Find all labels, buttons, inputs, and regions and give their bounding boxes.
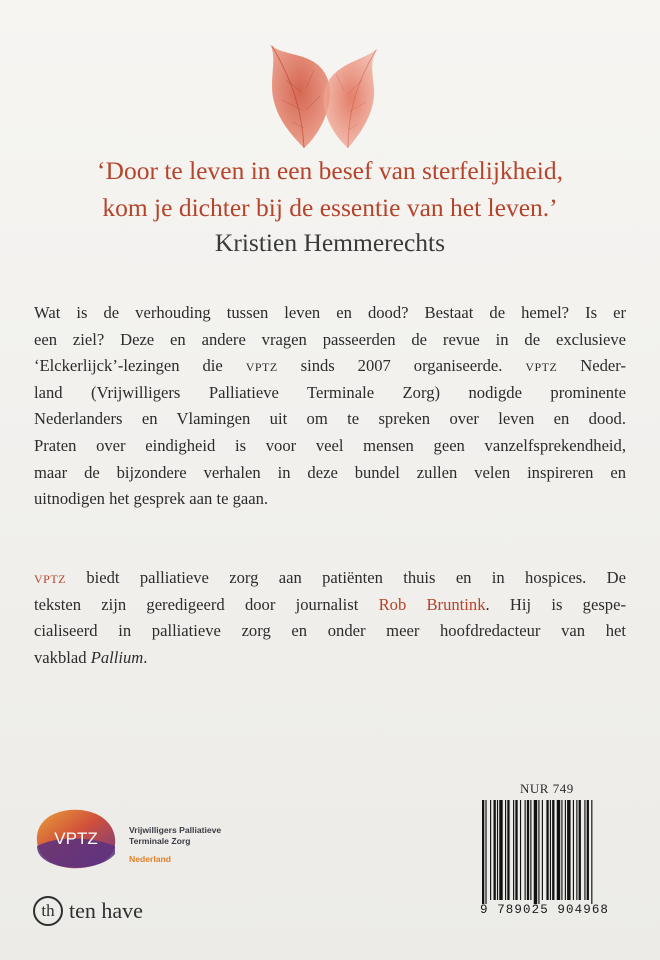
blurb-paragraph-2: [34, 565, 626, 671]
barcode-bar: [513, 800, 514, 900]
barcode-bar: [587, 800, 589, 900]
isbn-barcode: [480, 800, 632, 904]
barcode-bar: [482, 800, 484, 904]
barcode-bar: [527, 800, 529, 900]
barcode-bar: [515, 800, 517, 900]
text-line: Praten over eindigheid is voor veel mensen geen vanzelfsprekendheid,: [34, 435, 626, 455]
text-line: cialiseerd in palliatieve zorg en onder meer hoofdredacteur van het: [34, 621, 626, 641]
barcode-bar: [505, 800, 506, 900]
publisher-name: ten have: [69, 898, 143, 923]
barcode-bar: [497, 800, 498, 900]
barcode-bar: [550, 800, 551, 900]
vptz-region: Nederland: [129, 854, 172, 864]
nur-code: NUR 749: [520, 781, 574, 796]
isbn-digits: 9 789025 904968: [480, 903, 610, 917]
text-line: uitnodigen het gesprek aan te gaan.: [34, 489, 269, 509]
text-line: vptz biedt palliatieve zorg aan patiënten thuis en in hospices. De: [34, 568, 626, 587]
barcode-bar: [565, 800, 566, 900]
barcode-bar: [494, 800, 496, 900]
vptz-mention: vptz: [245, 356, 278, 376]
barcode-bar: [542, 800, 543, 900]
text-line: Nederlanders en Vlamingen uit om te spreken over leven en dood.: [34, 409, 626, 429]
text-line: teksten zijn geredigeerd door journalist Rob Bruntink. Hij is gespe-: [34, 594, 626, 614]
barcode-bar: [557, 800, 560, 900]
text-line: een ziel? Deze en andere vragen passeerden de revue in de exclusieve: [34, 329, 626, 349]
text-line: land (Vrijwilligers Palliatieve Terminale Zorg) nodigde prominente: [34, 382, 626, 402]
barcode-bar: [584, 800, 585, 900]
barcode-bar: [520, 800, 521, 900]
barcode-bar: [546, 800, 548, 900]
barcode-bar: [573, 800, 574, 900]
barcode-bar: [576, 800, 577, 900]
leaf-icon: [262, 40, 386, 152]
vptz-mention: vptz: [525, 356, 558, 376]
text-line: vakblad Pallium.: [34, 647, 148, 667]
vptz-name-line2: Terminale Zorg: [129, 836, 191, 846]
vptz-name-line1: Vrijwilligers Palliatieve: [129, 825, 222, 835]
vptz-mention: vptz: [34, 568, 66, 587]
quote-line-2: kom je dichter bij de essentie van het leven.’: [102, 193, 558, 222]
leaf-illustration: [262, 40, 386, 152]
publisher-monogram-icon: th: [33, 896, 63, 926]
blurb-paragraph-1: [34, 300, 626, 513]
barcode-bar: [552, 800, 554, 900]
barcode-bar: [485, 800, 486, 904]
vptz-logo: [33, 806, 119, 870]
barcode-bar: [490, 800, 491, 900]
barcode-bar: [525, 800, 526, 900]
barcode-bar: [538, 800, 539, 904]
barcode-bar: [499, 800, 502, 900]
quote-line-1: ‘Door te leven in een besef van sterfelijkheid,: [97, 156, 563, 185]
text-line: maar de bijzondere verhalen in deze bundel zullen velen inspireren en: [34, 462, 626, 482]
quote-author: Kristien Hemmerechts: [214, 228, 446, 257]
text-line: ‘Elckerlijck’-lezingen die vptz sinds 2007 organiseerde. vptz Neder-: [34, 356, 626, 376]
barcode-bar: [530, 800, 531, 900]
quote: [40, 152, 620, 226]
barcode-bar: [579, 800, 581, 900]
barcode-bar: [591, 800, 592, 904]
vptz-name: [129, 825, 221, 865]
editor-name: Rob Bruntink: [378, 594, 486, 614]
barcode-bar: [534, 800, 537, 904]
vptz-logo-text: VPTZ: [54, 829, 98, 848]
barcode-bar: [561, 800, 562, 900]
publisher-logo: [33, 893, 143, 929]
magazine-title: Pallium: [90, 647, 144, 667]
barcode-bar: [507, 800, 509, 900]
barcode-bar: [567, 800, 570, 900]
text-line: Wat is de verhouding tussen leven en dood? Bestaat de hemel? Is er: [34, 303, 626, 322]
